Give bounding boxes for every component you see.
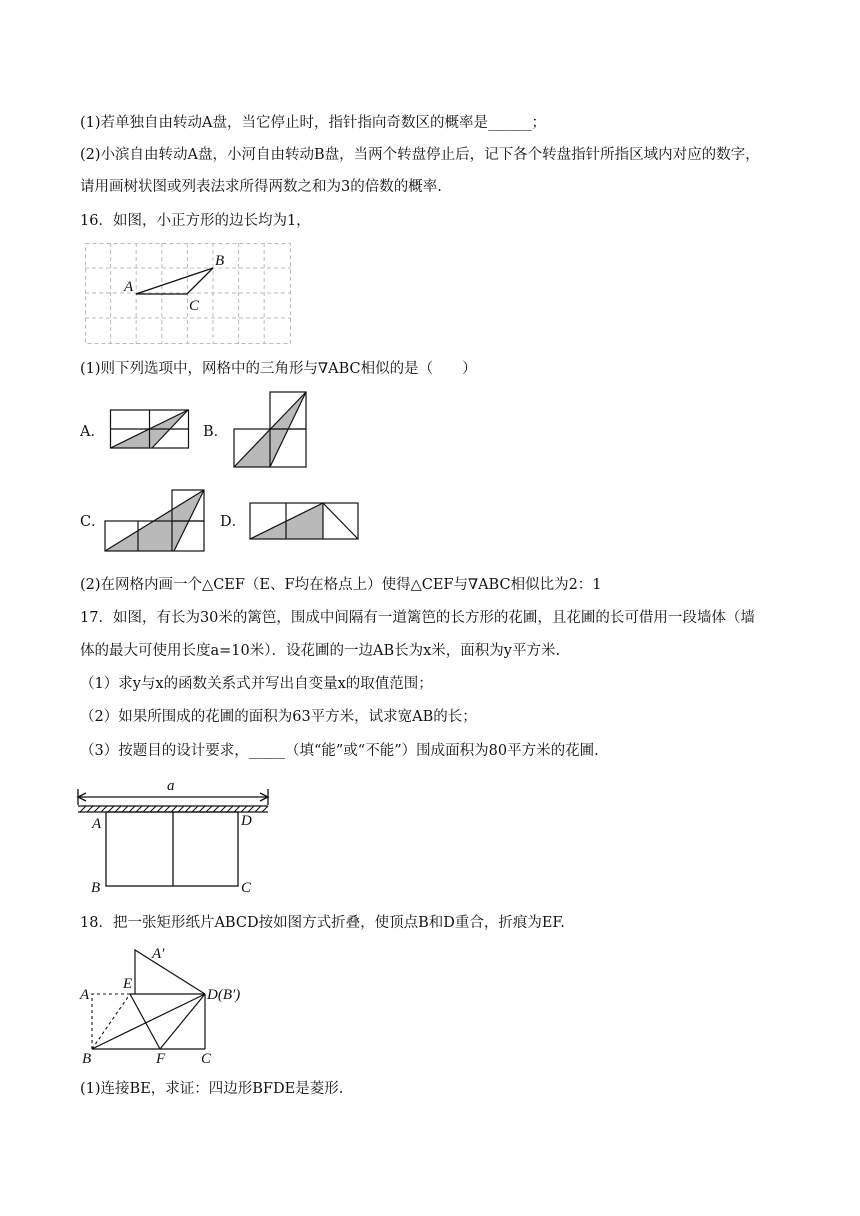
option-a-figure[interactable]	[110, 408, 194, 450]
label-a-vertex: A	[92, 816, 102, 832]
option-b-label[interactable]: B．	[203, 424, 229, 440]
q17-garden-figure	[78, 776, 278, 896]
q16-part2: (2)在网格内画一个△CEF（E、F均在格点上）使得△CEF与∇ABC相似比为2：1	[80, 577, 602, 593]
label-f: F	[156, 1051, 166, 1067]
label-a-prime: A′	[152, 946, 165, 962]
q15-part2-line2: 请用画树状图或列表法求所得两数之和为3的倍数的概率.	[80, 179, 442, 195]
q17-part1: （1）求y与x的函数关系式并写出自变量x的取值范围；	[80, 676, 433, 692]
option-d-label[interactable]: D．	[220, 514, 247, 530]
option-a-label[interactable]: A．	[80, 424, 105, 440]
label-c-fold: C	[201, 1051, 212, 1067]
label-a-fold: A	[80, 987, 90, 1003]
label-d-bprime: D(B′)	[207, 987, 241, 1003]
q16-grid-figure	[85, 243, 295, 348]
label-b-fold: B	[82, 1051, 92, 1067]
triangle-abc	[136, 268, 213, 294]
label-wall-a: a	[167, 778, 175, 794]
q17-part2: （2）如果所围成的花圃的面积为63平方米，试求宽AB的长；	[80, 709, 477, 725]
option-c-figure[interactable]	[104, 488, 208, 554]
q15-part1: (1)若单独自由转动A盘，当它停止时，指针指向奇数区的概率是______；	[80, 115, 547, 131]
q17-stem-line1: 17．如图，有长为30米的篱笆，围成中间隔有一道篱笆的长方形的花圃，且花圃的长可借用一段墙体（墙	[80, 610, 755, 626]
q16-stem: 16．如图，小正方形的边长均为1，	[80, 213, 311, 229]
label-d-vertex: D	[241, 813, 252, 829]
label-a: A	[124, 279, 134, 295]
q18-part1: (1)连接BE，求证：四边形BFDE是菱形.	[80, 1081, 344, 1097]
q16-part1: (1)则下列选项中，网格中的三角形与∇ABC相似的是（ ）	[80, 361, 477, 377]
q17-stem-line2: 体的最大可使用长度a=10米）．设花圃的一边AB长为x米，面积为y平方米.	[80, 643, 561, 659]
label-c: C	[189, 298, 200, 314]
label-b-vertex: B	[91, 880, 101, 896]
option-c-label[interactable]: C．	[80, 514, 106, 530]
q18-stem: 18．把一张矩形纸片ABCD按如图方式折叠，使顶点B和D重合，折痕为EF.	[80, 915, 565, 931]
option-b-figure[interactable]	[232, 390, 312, 470]
q17-part3: （3）按题目的设计要求，_____（填“能”或“不能”）围成面积为80平方米的花圃.	[80, 743, 599, 759]
q18-fold-figure	[78, 942, 258, 1067]
label-e: E	[123, 976, 133, 992]
label-c-vertex: C	[241, 880, 252, 896]
q15-part2-line1: (2)小滨自由转动A盘，小河自由转动B盘，当两个转盘停止后，记下各个转盘指针所指区域内对应的数字，	[80, 147, 760, 163]
option-d-figure[interactable]	[249, 501, 361, 541]
label-b: B	[215, 253, 225, 269]
